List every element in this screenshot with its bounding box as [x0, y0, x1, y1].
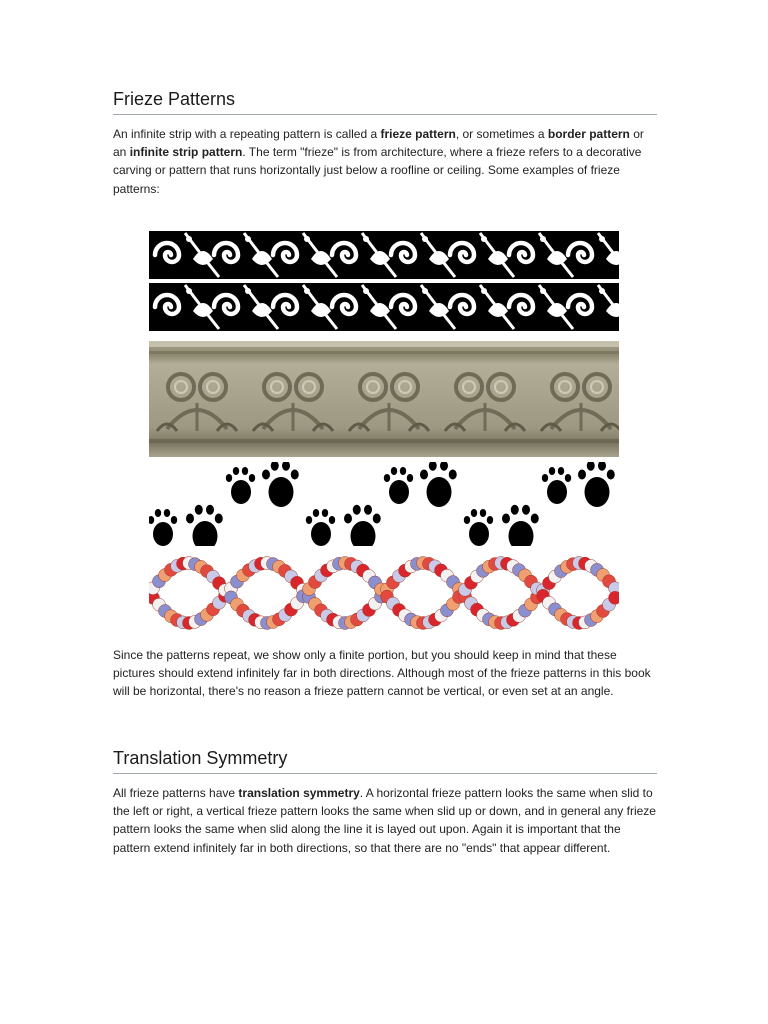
paw-print [384, 467, 413, 504]
atom-sphere [609, 591, 620, 604]
text-run: or an [113, 127, 644, 160]
paw-print [578, 462, 615, 507]
paw-print [464, 509, 493, 546]
bold-term: translation symmetry [238, 786, 360, 800]
paw-print [226, 467, 255, 504]
bold-term: border pattern [547, 127, 630, 141]
paw-print [502, 505, 539, 546]
paw-print [542, 467, 571, 504]
stone-carved-frieze-image [149, 341, 619, 457]
paw-print [306, 509, 335, 546]
paw-prints-frieze-image [149, 462, 619, 546]
text-run: . A horizontal frieze pattern looks the same when slid to the left or right, a vertical frieze pattern looks the same when slid up or down, and in general any frieze pattern looks the same when slid along the line it is layed out upon. Again it is important that the pattern extend infinitely far in both directions, so that there are no "ends" that appear different. [113, 786, 656, 855]
paw-print [186, 505, 223, 546]
paw-print [344, 505, 381, 546]
text-run: . The term "frieze" is from architecture, where a frieze refers to a decorative carving or pattern that runs horizontally just below a roofline or ceiling. Some examples of frieze patterns: [113, 145, 642, 196]
maori-koru-frieze-image [149, 229, 619, 333]
bold-term: frieze pattern [380, 127, 456, 141]
paw-print [420, 462, 457, 507]
translation-symmetry-paragraph [113, 784, 657, 857]
paw-print [262, 462, 299, 507]
section-heading-translation-symmetry: Translation Symmetry [113, 748, 657, 774]
section-heading-frieze-patterns: Frieze Patterns [113, 89, 657, 115]
text-run: All frieze patterns have [113, 786, 239, 800]
finite-portion-paragraph: Since the patterns repeat, we show only a finite portion, but you should keep in mind that these pictures should extend infinitely far in both directions. Although most of the frieze patterns in this book will be horizontal, there's no reason a frieze pattern cannot be vertical, or even set at an angle. [113, 648, 651, 699]
intro-paragraph [113, 125, 657, 198]
paw-print [149, 509, 177, 546]
text-run: An infinite strip with a repeating pattern is called a [113, 127, 381, 141]
text-run: , or sometimes a [455, 127, 548, 141]
dna-helix-frieze-image [149, 550, 619, 636]
bold-term: infinite strip pattern [129, 145, 243, 160]
